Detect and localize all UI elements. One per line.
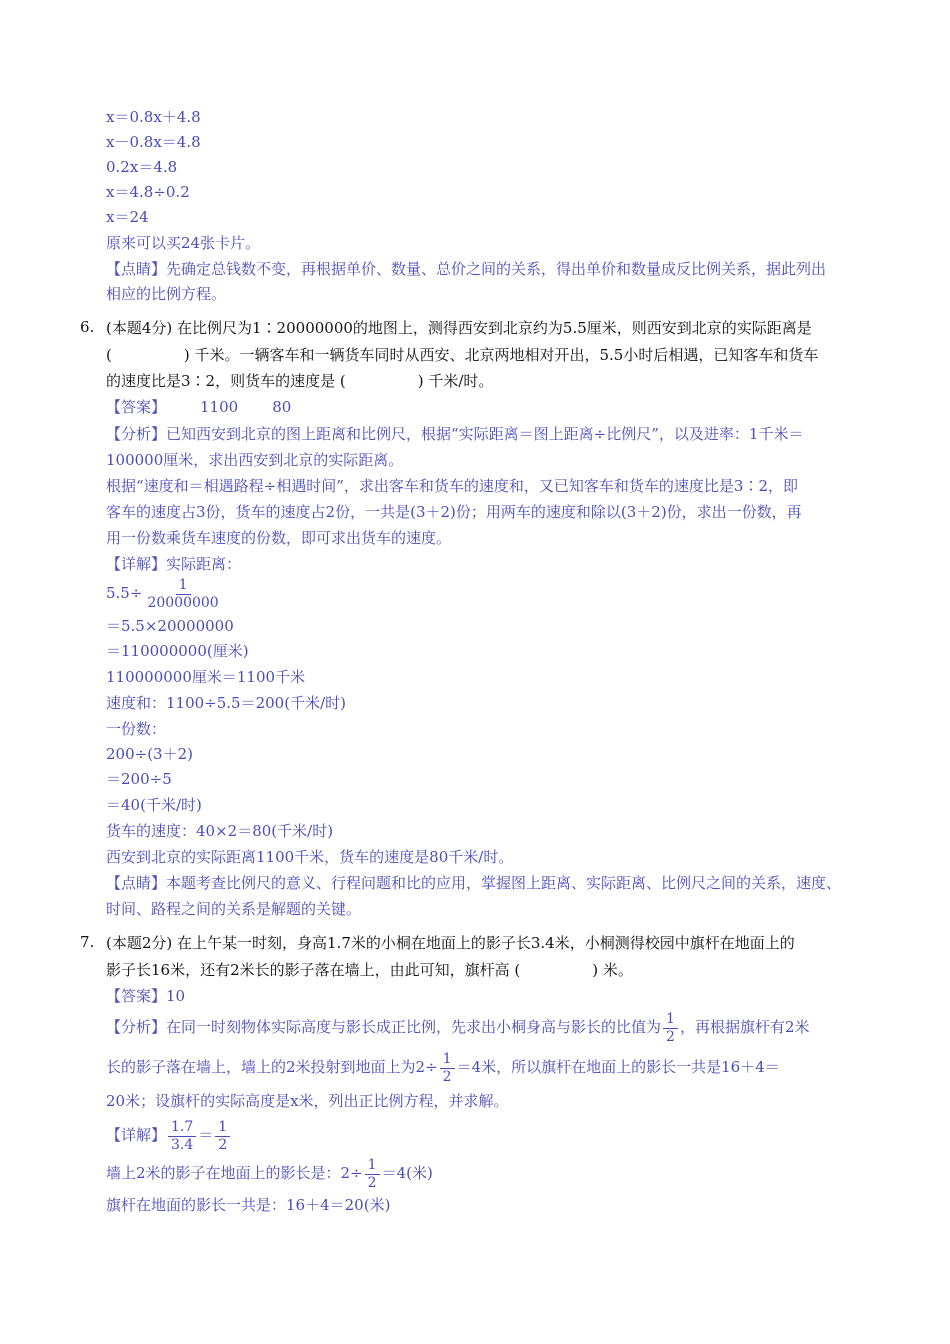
- detail-line: [106, 1154, 433, 1192]
- answer-value: 1100: [200, 398, 239, 416]
- fraction-denominator: 3.4: [171, 1136, 194, 1153]
- detail-text: 墙上2米的影子在地面上的影长是：2÷: [106, 1164, 363, 1182]
- comment-line: 【点睛】本题考查比例尺的意义、行程问题和比的应用，掌握图上距离、实际距离、比例尺之间的关系，速度、: [106, 874, 842, 892]
- detail-step: ＝200÷5: [106, 770, 172, 788]
- detail-step: 货车的速度：40×2＝80(千米/时): [106, 822, 334, 840]
- fraction-expression: [106, 575, 224, 612]
- fraction-numerator: 1.7: [168, 1119, 196, 1137]
- equation-step: x－0.8x＝4.8: [106, 133, 201, 151]
- question-text: [106, 370, 493, 392]
- analysis-line: [106, 1048, 780, 1086]
- fraction-denominator: 2: [218, 1136, 228, 1153]
- answer-label: 【答案】: [106, 398, 167, 416]
- question-text: [106, 959, 633, 981]
- fraction: [365, 1157, 380, 1192]
- fraction-denominator: 2: [666, 1028, 675, 1045]
- analysis-text: 长的影子落在墙上，墙上的2米投射到地面上为2÷: [106, 1058, 438, 1076]
- fraction-numerator: 1: [365, 1157, 380, 1175]
- question-text: (本题2分) 在上午某一时刻，身高1.7米的小桐在地面上的影子长3.4米，小桐测得校园中旗杆在地面上的: [106, 934, 795, 952]
- equation-step: x＝0.8x＋4.8: [106, 108, 201, 126]
- equation-step: 0.2x＝4.8: [106, 158, 178, 176]
- fraction-numerator: 1: [663, 1011, 678, 1029]
- question-text-part: 的速度比是3∶2，则货车的速度是 (: [106, 372, 346, 390]
- fraction: [144, 577, 221, 612]
- analysis-line: 100000厘米，求出西安到北京的实际距离。: [106, 451, 404, 469]
- question-text-part: 影子长16米，还有2米长的影子落在墙上，由此可知，旗杆高 (: [106, 961, 521, 979]
- answer-value: 80: [272, 398, 292, 416]
- question-text-rest: ) 千米。一辆客车和一辆货车同时从西安、北京两地相对开出，5.5小时后相遇，已知客车和货车: [183, 346, 819, 364]
- detail-step: 一份数：: [106, 720, 167, 738]
- detail-step: 西安到北京的实际距离1100千米，货车的速度是80千米/时。: [106, 848, 514, 866]
- fraction: [215, 1119, 230, 1154]
- detail-label: 【详解】: [106, 1126, 167, 1144]
- expression-text: 5.5÷: [106, 584, 143, 602]
- detail-text: ＝4(米): [381, 1164, 433, 1182]
- analysis-line: 20米；设旗杆的实际高度是x米，列出正比例方程，并求解。: [106, 1092, 509, 1110]
- fraction: [168, 1119, 196, 1154]
- fraction: [663, 1011, 678, 1046]
- detail-line: 旗杆在地面的影长一共是：16＋4＝20(米): [106, 1196, 391, 1214]
- fraction-denominator: 20000000: [147, 594, 219, 611]
- question-number: 6.: [80, 318, 95, 336]
- equals-sign: ＝: [198, 1126, 214, 1144]
- question-number: 7.: [80, 933, 95, 951]
- fraction-numerator: 1: [176, 577, 191, 595]
- fraction-denominator: 2: [367, 1174, 377, 1191]
- detail-step: ＝5.5×20000000: [106, 617, 234, 635]
- answer-line: 【答案】10: [106, 987, 186, 1005]
- comment-line: 时间、路程之间的关系是解题的关键。: [106, 900, 362, 918]
- fraction: [440, 1051, 455, 1086]
- equation-step: x＝4.8÷0.2: [106, 183, 190, 201]
- question-text-rest: ) 米。: [592, 961, 633, 979]
- fraction-denominator: 2: [442, 1068, 452, 1085]
- equation-step: x＝24: [106, 208, 149, 226]
- fraction-numerator: 1: [440, 1051, 455, 1069]
- detail-label: 【详解】实际距离：: [106, 555, 242, 573]
- analysis-text: 【分析】在同一时刻物体实际高度与影长成正比例，先求出小桐身高与影长的比值为: [106, 1018, 662, 1036]
- detail-step: 200÷(3＋2): [106, 745, 193, 763]
- blank-open: (: [106, 346, 112, 364]
- analysis-line: 根据“速度和＝相遇路程÷相遇时间”，求出客车和货车的速度和，又已知客车和货车的速度比是3∶2，即: [106, 477, 798, 495]
- detail-step: ＝40(千米/时): [106, 796, 202, 814]
- answer-line: [106, 396, 291, 418]
- detail-step: 速度和：1100÷5.5＝200(千米/时): [106, 694, 346, 712]
- analysis-line: 用一份数乘货车速度的份数，即可求出货车的速度。: [106, 529, 452, 547]
- analysis-line: 【分析】已知西安到北京的图上距离和比例尺，根据“实际距离＝图上距离÷比例尺”，以及进率：1千米＝: [106, 425, 804, 443]
- analysis-line: [106, 1008, 809, 1046]
- detail-step: 110000000厘米＝1100千米: [106, 668, 306, 686]
- detail-line: [106, 1116, 232, 1154]
- question-text: (本题4分) 在比例尺为1∶20000000的地图上，测得西安到北京约为5.5厘米，则西安到北京的实际距离是: [106, 319, 812, 337]
- analysis-line: 客车的速度占3份，货车的速度占2份，一共是(3＋2)份；用两车的速度和除以(3＋2)份，求出一份数，再: [106, 503, 802, 521]
- conclusion-text: 原来可以买24张卡片。: [106, 234, 261, 252]
- analysis-text: ＝4米，所以旗杆在地面上的影长一共是16＋4＝: [456, 1058, 780, 1076]
- question-text: [106, 344, 818, 366]
- analysis-text: ，再根据旗杆有2米: [679, 1018, 810, 1036]
- comment-line: 【点睛】先确定总钱数不变，再根据单价、数量、总价之间的关系，得出单价和数量成反比例关系，据此列出: [106, 260, 827, 278]
- comment-line: 相应的比例方程。: [106, 285, 227, 303]
- detail-step: ＝110000000(厘米): [106, 642, 249, 660]
- question-text-rest: ) 千米/时。: [417, 372, 494, 390]
- fraction-numerator: 1: [215, 1119, 230, 1137]
